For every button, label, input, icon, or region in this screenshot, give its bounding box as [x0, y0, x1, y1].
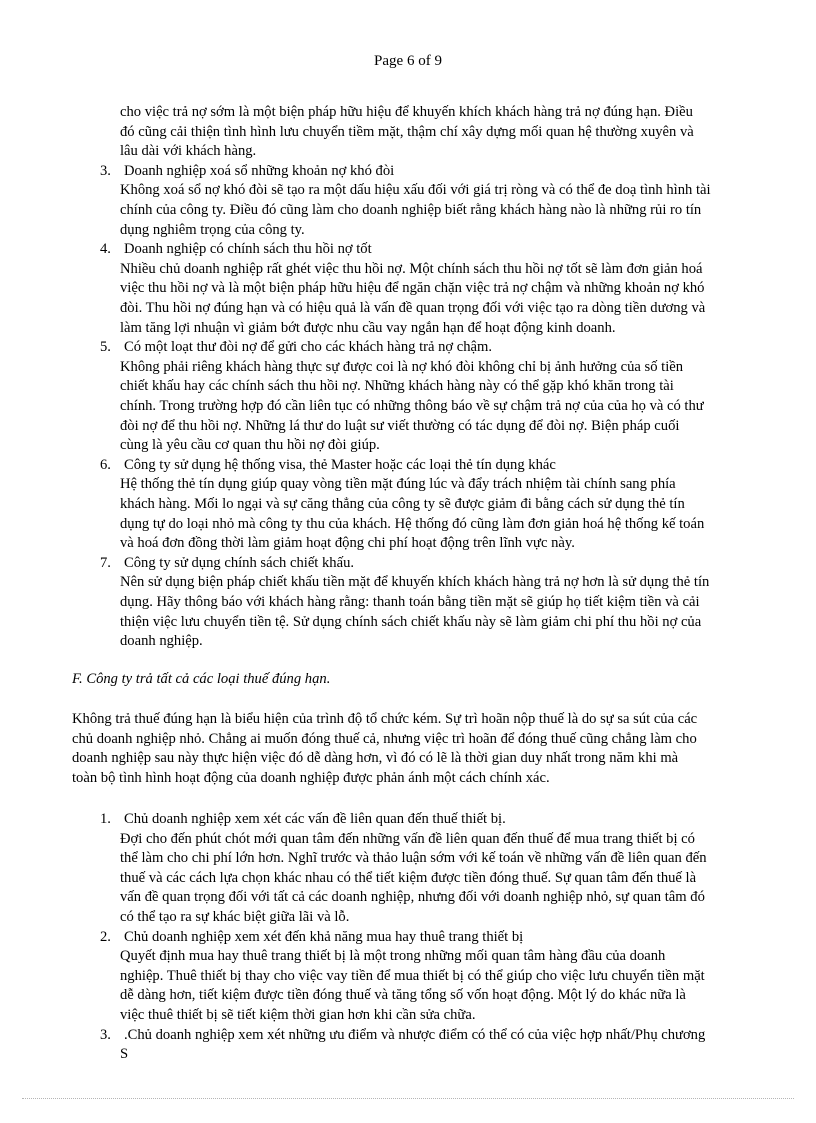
list-number: 7.: [100, 554, 111, 571]
section-title: F. Công ty trả tất cả các loại thuế đúng hạn.: [72, 671, 331, 687]
list-item-text: Nhiều chủ doanh nghiệp rất ghét việc thu hồi nợ. Một chính sách thu hồi nợ tốt sẽ làm đơn giản hoá: [120, 260, 703, 277]
list-item-text: Không phải riêng khách hàng thực sự được coi là nợ khó đòi không chỉ bị ảnh hưởng của số tiền: [120, 358, 684, 375]
list-number: 3.: [100, 162, 111, 179]
list-number: 5.: [100, 339, 111, 356]
list-item-text: Không xoá sổ nợ khó đòi sẽ tạo ra một dấu hiệu xấu đối với giá trị ròng và có thể đe doạ tình hình tài: [120, 182, 711, 199]
page-number: Page 6 of 9: [374, 53, 442, 69]
list-number: 2.: [100, 928, 111, 945]
list-item-text: dụng tự do loại nhỏ mà công ty thu của khách. Hệ thống đó cũng làm đơn giản hoá hệ thống kế toán: [120, 515, 705, 532]
list-item-text: Hệ thống thẻ tín dụng giúp quay vòng tiền mặt đúng lúc và đẩy trách nhiệm tài chính sang phía: [120, 476, 676, 493]
list-item-text: việc thuê thiết bị sẽ tiết kiệm thời gian hơn khi cần sửa chữa.: [120, 1007, 476, 1023]
list-number: 3.: [100, 1026, 111, 1043]
footer-divider: [22, 1098, 794, 1099]
list-item-heading: Chủ doanh nghiệp xem xét đến khả năng mua hay thuê trang thiết bị: [124, 928, 524, 945]
list-item-text: dụng nghiêm trọng của công ty.: [120, 221, 305, 238]
list-item-text: chính. Trong trường hợp đó cần liên tục có những thông báo về sự chậm trả nợ của của họ và có thư: [120, 398, 704, 414]
intro-line: lâu dài với khách hàng.: [120, 143, 257, 160]
list-item-text: chính của công ty. Điều đó cũng làm cho doanh nghiệp biết rằng khách hàng nào là những rủi ro tín: [120, 202, 702, 218]
list-item-heading: Có một loạt thư đòi nợ để gửi cho các khách hàng trả nợ chậm.: [124, 339, 493, 356]
list-item-text: thể làm cho chi phí lớn hơn. Nghĩ trước và thảo luận sớm với kế toán về những vấn đề liên quan đến: [120, 850, 707, 867]
list-number: 6.: [100, 456, 111, 473]
list-item-text: cùng là yêu cầu cơ quan thu hồi nợ đòi giúp.: [120, 437, 380, 454]
intro-line: cho việc trả nợ sớm là một biện pháp hữu hiệu để khuyến khích khách hàng trả nợ đúng hạn. Điều: [120, 104, 693, 120]
paragraph-line: Không trả thuế đúng hạn là biểu hiện của trình độ tổ chức kém. Sự trì hoãn nộp thuế là do sự sa sút của các: [72, 711, 698, 727]
list-item-text: Quyết định mua hay thuê trang thiết bị là một trong những mối quan tâm hàng đầu của doanh: [120, 948, 666, 965]
list-number: 1.: [100, 811, 111, 827]
list-item-text: dụng. Hãy thông báo với khách hàng rằng: thanh toán bằng tiền mặt sẽ giúp họ tiết kiệm tiền và cải: [120, 594, 700, 610]
list-item-heading: Doanh nghiệp có chính sách thu hồi nợ tốt: [124, 241, 372, 258]
list-item-text: nghiệp. Thuê thiết bị thay cho việc vay tiền để mua thiết bị có thể giúp cho việc lưu chuyển tiền mặt: [120, 967, 705, 984]
list-item-text: và hoá đơn đồng thời làm giảm hoạt động chi phí hoạt động trên lĩnh vực này.: [120, 535, 575, 552]
list-item-text: S: [120, 1046, 129, 1063]
list-item-heading: Doanh nghiệp xoá sổ những khoản nợ khó đòi: [124, 162, 395, 179]
list-item-heading: Công ty sử dụng chính sách chiết khấu.: [124, 554, 355, 571]
list-item-text: Nên sử dụng biện pháp chiết khấu tiền mặt để khuyến khích khách hàng trả nợ hơn là sử dụng thẻ tín: [120, 574, 710, 591]
list-item-text: Đợi cho đến phút chót mới quan tâm đến những vấn đề liên quan đến thuế để mua trang thiết bị có: [120, 830, 695, 847]
list-item-text: vấn đề quan trọng đối với tất cả các doanh nghiệp, nhưng đối với doanh nghiệp nhỏ, sự quan tâm đó: [120, 889, 705, 906]
list-item-text: đòi nợ để thu hồi nợ. Những lá thư do luật sư viết thường có tác dụng để đòi nợ. Biện pháp cuối: [120, 417, 680, 434]
list-item-text: làm tăng lợi nhuận vì giảm bớt được nhu cầu vay ngắn hạn để hoạt động kinh doanh.: [120, 319, 616, 336]
list-item-text: thuế và các cách lựa chọn khác nhau có thể tiết kiệm được tiền đóng thuế. Sự quan tâm đến thuế là: [120, 869, 697, 886]
list-item-heading: Chủ doanh nghiệp xem xét các vấn đề liên quan đến thuế thiết bị.: [124, 811, 506, 827]
list-item-text: việc thu hồi nợ và là một biện pháp hữu hiệu để ngăn chặn việc trả nợ chậm và những khoản nợ khó: [120, 280, 705, 297]
list-item-heading: .Chủ doanh nghiệp xem xét những ưu điểm và nhược điểm có thể có của việc hợp nhất/Phụ chương: [124, 1026, 706, 1043]
list-item-text: đòi. Thu hồi nợ đúng hạn và có hiệu quả là vấn đề quan trọng đối với việc tạo ra dòng tiền dương và: [120, 300, 706, 316]
intro-line: đó cũng cải thiện tình hình lưu chuyển tiềm mặt, thậm chí xây dựng mối quan hệ thường xuyên và: [120, 123, 694, 140]
paragraph-line: toàn bộ tình hình hoạt động của doanh nghiệp được phản ánh một cách chính xác.: [72, 769, 550, 786]
list-item-text: dễ dàng hơn, tiết kiệm được tiền đóng thuế và tăng tổng số vốn hoạt động. Một lý do khác nữa là: [120, 987, 686, 1004]
list-number: 4.: [100, 241, 111, 258]
list-item-text: doanh nghiệp.: [120, 633, 203, 650]
list-item-text: có thể tạo ra sự khác biệt giữa lãi và lỗ.: [120, 909, 350, 925]
list-item-text: khách hàng. Mối lo ngại và sự căng thẳng của công ty sẽ được giảm đi bằng cách sử dụng thẻ tín: [120, 496, 685, 512]
list-item-text: thiện việc lưu chuyển tiền tệ. Sử dụng chính sách chiết khấu này sẽ làm giảm chi phí thu hồi nợ của: [120, 613, 702, 630]
list-item-text: chiết khấu hay các chính sách thu hồi nợ. Những khách hàng này có thể gặp khó khăn trong tài: [120, 378, 674, 395]
paragraph-line: doanh nghiệp sau này thực hiện việc đó dễ dàng hơn, vì đó có lẽ là thời gian duy nhất trong năm khi mà: [72, 750, 679, 767]
paragraph-line: chủ doanh nghiệp nhỏ. Chẳng ai muốn đóng thuế cả, nhưng việc trì hoãn để đóng thuế cũng chẳng làm cho: [72, 730, 697, 747]
list-item-heading: Công ty sử dụng hệ thống visa, thẻ Master hoặc các loại thẻ tín dụng khác: [124, 456, 556, 473]
